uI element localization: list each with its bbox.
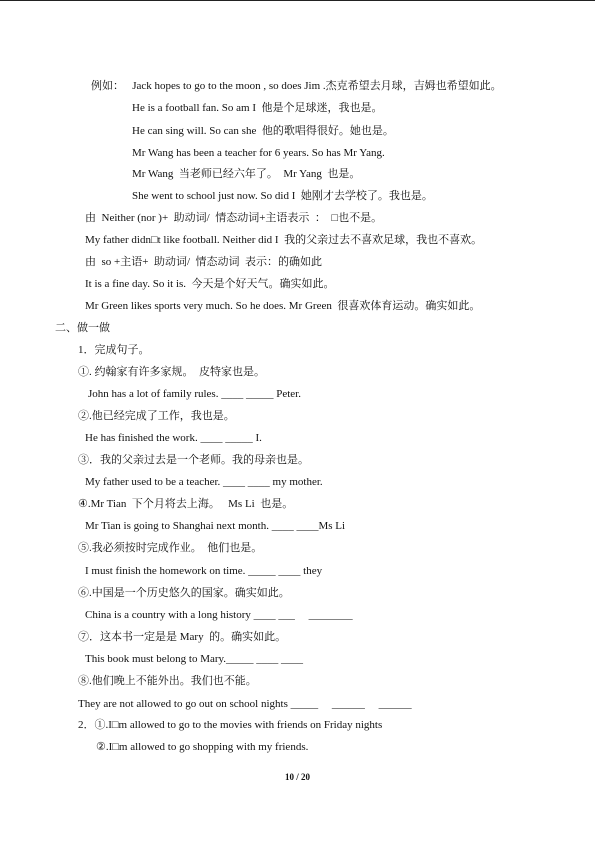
exercise-item-6-en: China is a country with a long history ____ ___ ________ — [85, 609, 353, 621]
exercise-item-6-cn: ⑥.中国是一个历史悠久的国家。确实如此。 — [78, 587, 290, 599]
example-line-4: Mr Wang has been a teacher for 6 years. So has Mr Yang. — [132, 147, 385, 159]
exercise-2-item-1: 2．①.I□m allowed to go to the movies with friends on Friday nights — [78, 719, 383, 731]
section-heading: 二、做一做 — [55, 322, 110, 334]
exercise-item-3-cn: ③．我的父亲过去是一个老师。我的母亲也是。 — [78, 454, 309, 466]
exercise-2-item-2: ②.I□m allowed to go shopping with my friends. — [96, 741, 309, 753]
exercise-item-2-en: He has finished the work. ____ _____ I. — [85, 432, 262, 444]
rule-so-example-1: It is a fine day. So it is. 今天是个好天气。确实如此。 — [85, 278, 335, 290]
exercise-item-2-cn: ②.他已经完成了工作，我也是。 — [78, 410, 235, 422]
exercise-item-4-cn: ④.Mr Tian 下个月将去上海。 Ms Li 也是。 — [78, 498, 294, 510]
rule-so: 由 so +主语+ 助动词/ 情态动词 表示：的确如此 — [85, 256, 322, 268]
header-rule — [0, 0, 595, 1]
exercise-item-7-en: This book must belong to Mary._____ ____ ____ — [85, 653, 304, 665]
rule-neither-example: My father didn□t like football. Neither did I 我的父亲过去不喜欢足球，我也不喜欢。 — [85, 234, 483, 246]
exercise-item-8-en: They are not allowed to go out on school nights _____ ______ ______ — [78, 698, 412, 710]
exercise-item-8-cn: ⑧.他们晚上不能外出。我们也不能。 — [78, 675, 257, 687]
example-line-2: He is a football fan. So am I 他是个足球迷，我也是。 — [132, 102, 383, 114]
rule-neither: 由 Neither (nor )+ 助动词/ 情态动词+主语表示 ： □也不是。 — [85, 212, 383, 224]
exercise-item-1-cn: ①. 约翰家有许多家规。 皮特家也是。 — [78, 366, 265, 378]
rule-so-example-2: Mr Green likes sports very much. So he does. Mr Green 很喜欢体育运动。确实如此。 — [85, 300, 481, 312]
exercise-item-3-en: My father used to be a teacher. ____ ____ my mother. — [85, 476, 323, 488]
exercise-item-4-en: Mr Tian is going to Shanghai next month. ____ ____Ms Li — [85, 520, 346, 532]
exercise-item-7-cn: ⑦．这本书一定是是 Mary 的。确实如此。 — [78, 631, 287, 643]
example-line-6: She went to school just now. So did I 她刚才去学校了。我也是。 — [132, 190, 433, 202]
example-line-1: 例如： Jack hopes to go to the moon , so does Jim .杰克希望去月球，吉姆也希望如此。 — [91, 80, 502, 92]
exercise-1-heading: 1．完成句子。 — [78, 344, 150, 356]
exercise-item-1-en: John has a lot of family rules. ____ _____ Peter. — [88, 388, 301, 400]
exercise-item-5-en: I must finish the homework on time. _____ ____ they — [85, 565, 323, 577]
page-number: 10 / 20 — [284, 772, 310, 782]
exercise-item-5-cn: ⑤.我必须按时完成作业。 他们也是。 — [78, 542, 263, 554]
example-line-3: He can sing will. So can she 他的歌唱得很好。她也是。 — [132, 125, 394, 137]
example-line-5: Mr Wang 当老师已经六年了。 Mr Yang 也是。 — [132, 168, 361, 180]
